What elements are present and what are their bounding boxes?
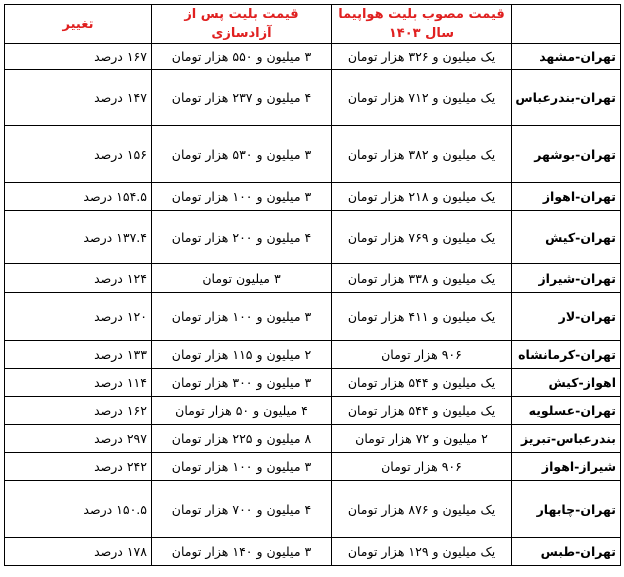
route-cell: تهران-لار [512,293,621,341]
new-price-cell: ۳ میلیون و ۱۴۰ هزار تومان [152,538,332,566]
new-price-cell: ۳ میلیون و ۱۰۰ هزار تومان [152,293,332,341]
new-price-cell: ۳ میلیون و ۱۰۰ هزار تومان [152,453,332,481]
route-cell: تهران-شیراز [512,264,621,293]
new-price-cell: ۴ میلیون و ۵۰ هزار تومان [152,397,332,425]
new-price-cell: ۳ میلیون و ۱۰۰ هزار تومان [152,183,332,211]
table-row [5,44,621,70]
route-cell: اهواز-کیش [512,369,621,397]
change-cell: ۱۴۷ درصد [5,70,152,126]
change-cell: ۱۶۲ درصد [5,397,152,425]
new-price-cell: ۳ میلیون و ۳۰۰ هزار تومان [152,369,332,397]
header-route [512,5,621,44]
route-cell: تهران-مشهد [512,44,621,70]
table-row [5,425,621,453]
new-price-cell: ۲ میلیون و ۱۱۵ هزار تومان [152,341,332,369]
old-price-cell: یک میلیون و ۳۳۸ هزار تومان [332,264,512,293]
route-cell: بندرعباس-تبریز [512,425,621,453]
header-new-price: قیمت بلیت پس از آزادسازی [152,5,332,44]
old-price-cell: ۲ میلیون و ۷۲ هزار تومان [332,425,512,453]
change-cell: ۱۶۷ درصد [5,44,152,70]
old-price-cell: یک میلیون و ۸۷۶ هزار تومان [332,481,512,538]
change-cell: ۱۲۴ درصد [5,264,152,293]
old-price-cell: یک میلیون و ۳۲۶ هزار تومان [332,44,512,70]
header-old-price: قیمت مصوب بلیت هواپیما سال ۱۴۰۳ [332,5,512,44]
change-cell: ۱۱۴ درصد [5,369,152,397]
table-row [5,70,621,126]
header-change: تغییر [5,5,152,44]
table-row [5,453,621,481]
route-cell: تهران-چابهار [512,481,621,538]
old-price-cell: یک میلیون و ۳۸۲ هزار تومان [332,126,512,183]
table-row [5,341,621,369]
table-row [5,397,621,425]
old-price-cell: یک میلیون و ۷۶۹ هزار تومان [332,211,512,264]
new-price-cell: ۴ میلیون و ۷۰۰ هزار تومان [152,481,332,538]
new-price-cell: ۳ میلیون تومان [152,264,332,293]
route-cell: تهران-طبس [512,538,621,566]
table-row [5,538,621,566]
change-cell: ۲۴۲ درصد [5,453,152,481]
route-cell: تهران-کرمانشاه [512,341,621,369]
route-cell: تهران-عسلویه [512,397,621,425]
fare-table [4,4,621,566]
table-row [5,369,621,397]
route-cell: تهران-کیش [512,211,621,264]
new-price-cell: ۳ میلیون و ۵۵۰ هزار تومان [152,44,332,70]
header-row [5,5,621,44]
old-price-cell: یک میلیون و ۱۲۹ هزار تومان [332,538,512,566]
old-price-cell: یک میلیون و ۵۴۴ هزار تومان [332,397,512,425]
new-price-cell: ۳ میلیون و ۵۳۰ هزار تومان [152,126,332,183]
table-row [5,211,621,264]
route-cell: تهران-بندرعباس [512,70,621,126]
route-cell: تهران-بوشهر [512,126,621,183]
new-price-cell: ۴ میلیون و ۲۳۷ هزار تومان [152,70,332,126]
old-price-cell: ۹۰۶ هزار تومان [332,341,512,369]
route-cell: شیراز-اهواز [512,453,621,481]
change-cell: ۱۳۳ درصد [5,341,152,369]
change-cell: ۱۳۷.۴ درصد [5,211,152,264]
change-cell: ۲۹۷ درصد [5,425,152,453]
change-cell: ۱۷۸ درصد [5,538,152,566]
change-cell: ۱۲۰ درصد [5,293,152,341]
new-price-cell: ۴ میلیون و ۲۰۰ هزار تومان [152,211,332,264]
change-cell: ۱۵۴.۵ درصد [5,183,152,211]
old-price-cell: یک میلیون و ۴۱۱ هزار تومان [332,293,512,341]
old-price-cell: یک میلیون و ۷۱۲ هزار تومان [332,70,512,126]
table-row [5,126,621,183]
new-price-cell: ۸ میلیون و ۲۲۵ هزار تومان [152,425,332,453]
table-row [5,264,621,293]
table-row [5,293,621,341]
old-price-cell: ۹۰۶ هزار تومان [332,453,512,481]
change-cell: ۱۵۰.۵ درصد [5,481,152,538]
old-price-cell: یک میلیون و ۵۴۴ هزار تومان [332,369,512,397]
old-price-cell: یک میلیون و ۲۱۸ هزار تومان [332,183,512,211]
table-row [5,183,621,211]
table-row [5,481,621,538]
change-cell: ۱۵۶ درصد [5,126,152,183]
route-cell: تهران-اهواز [512,183,621,211]
